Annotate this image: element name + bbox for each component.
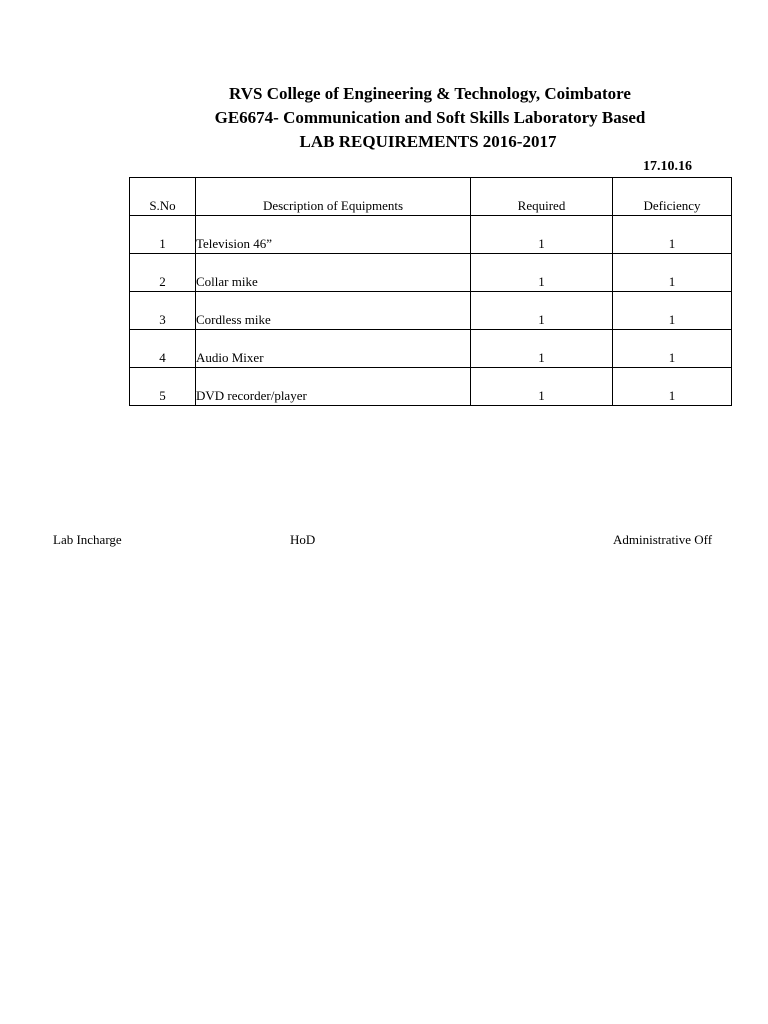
table-row [130, 216, 732, 254]
table-row [130, 330, 732, 368]
cell-required: 1 [471, 254, 613, 292]
cell-required: 1 [471, 216, 613, 254]
cell-sno: 4 [130, 330, 196, 368]
cell-deficiency: 1 [613, 330, 732, 368]
cell-required: 1 [471, 330, 613, 368]
cell-sno: 2 [130, 254, 196, 292]
table-row [130, 254, 732, 292]
signature-lab-incharge: Lab Incharge [53, 532, 122, 547]
signature-hod: HoD [290, 532, 316, 547]
cell-description: DVD recorder/player [196, 368, 471, 406]
cell-description: Cordless mike [196, 292, 471, 330]
table-row [130, 368, 732, 406]
cell-deficiency: 1 [613, 292, 732, 330]
course-title: GE6674- Communication and Soft Skills Laboratory Based [214, 108, 646, 127]
column-header-sno: S.No [130, 178, 196, 216]
cell-description: Collar mike [196, 254, 471, 292]
cell-description: Television 46” [196, 216, 471, 254]
signature-administrative-officer: Administrative Off [613, 532, 713, 547]
document-date: 17.10.16 [643, 159, 692, 174]
cell-description: Audio Mixer [196, 330, 471, 368]
cell-deficiency: 1 [613, 368, 732, 406]
cell-sno: 5 [130, 368, 196, 406]
cell-required: 1 [471, 292, 613, 330]
column-header-deficiency: Deficiency [613, 178, 732, 216]
column-header-required: Required [471, 178, 613, 216]
document-title: LAB REQUIREMENTS 2016-2017 [299, 132, 557, 151]
table-row [130, 292, 732, 330]
cell-sno: 3 [130, 292, 196, 330]
requirements-table [129, 177, 732, 406]
cell-deficiency: 1 [613, 216, 732, 254]
college-title: RVS College of Engineering & Technology, Coimbatore [229, 84, 631, 103]
table-header-row [130, 178, 732, 216]
column-header-description: Description of Equipments [196, 178, 471, 216]
cell-sno: 1 [130, 216, 196, 254]
cell-deficiency: 1 [613, 254, 732, 292]
cell-required: 1 [471, 368, 613, 406]
